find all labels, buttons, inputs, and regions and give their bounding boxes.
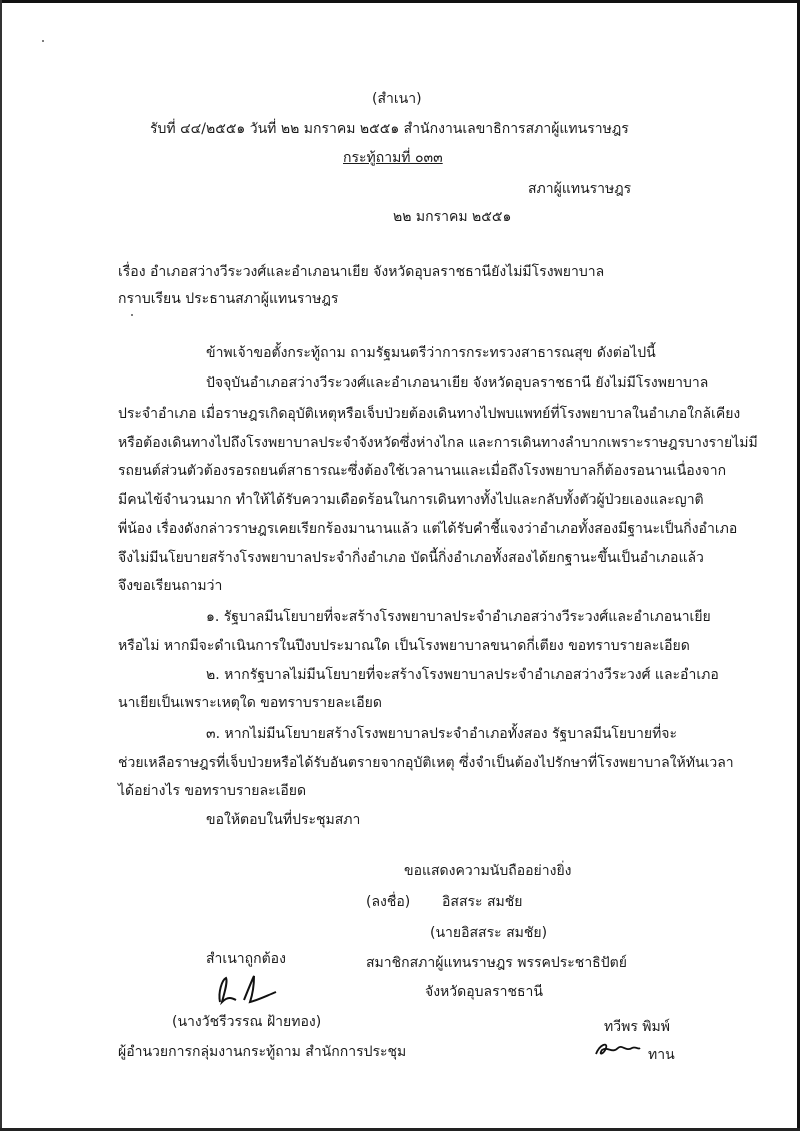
paragraph-line: มีคนไข้จำนวนมาก ทำให้ได้รับความเดือดร้อนในการเดินทางทั้งไปและกลับทั้งตัวผู้ป่วยเองและญาติ [118,492,704,508]
page-border-top [0,0,800,3]
paragraph-line: พี่น้อง เรื่องดังกล่าวราษฎรเคยเรียกร้องมานานแล้ว แต่ได้รับคำชี้แจงว่าอำเภอทั้งสองมีฐานะเป็นกิ่งอำเภอ [118,521,738,537]
question-2-line: ๒. หากรัฐบาลไม่มีนโยบายที่จะสร้างโรงพยาบาลประจำอำเภอสว่างวีระวงศ์ และอำเภอ [206,667,719,683]
document-date: ๒๒ มกราคม ๒๕๕๑ [393,209,512,225]
typed-by: ทวีพร พิมพ์ [604,1019,670,1035]
question-2-line: นาเยียเป็นเพราะเหตุใด ขอทราบรายละเอียด [118,695,382,711]
question-1-line: ๑. รัฐบาลมีนโยบายที่จะสร้างโรงพยาบาลประจำอำเภอสว่างวีระวงศ์และอำเภอนาเยีย [206,609,711,625]
signed-name: อิสสระ สมชัย [442,894,523,910]
signed-label: (ลงชื่อ) [366,894,411,910]
question-3-line: ได้อย่างไร ขอทราบรายละเอียด [118,783,307,799]
regards-line: ขอแสดงความนับถืออย่างยิ่ง [404,863,572,879]
closing-request: ขอให้ตอบในที่ประชุมสภา [206,812,361,828]
question-number: กระทู้ถามที่ ๐๓๓ [343,150,443,166]
scan-speck [131,314,133,316]
question-1-line: หรือไม่ หากมีจะดำเนินการในปีงบประมาณใด เป็นโรงพยาบาลขนาดกี่เตียง ขอทราบรายละเอียด [118,638,690,654]
certified-copy-label: สำเนาถูกต้อง [206,951,286,967]
intro-sentence: ข้าพเจ้าขอตั้งกระทู้ถาม ถามรัฐมนตรีว่าการกระทรวงสาธารณสุข ดังต่อไปนี้ [206,345,656,361]
province: จังหวัดอุบลราชธานี [425,984,543,1000]
certifier-name: (นางวัชรีวรรณ ฝ้ายทอง) [172,1014,322,1030]
salutation: กราบเรียน ประธานสภาผู้แทนราษฎร [118,291,339,307]
full-name: (นายอิสสระ สมชัย) [430,925,548,941]
paragraph-line: จึงไม่มีนโยบายสร้างโรงพยาบาลประจำกิ่งอำเภอ บัดนี้กิ่งอำเภอทั้งสองได้ยกฐานะขึ้นเป็นอำเภอแล้ว [118,550,704,566]
paragraph-line: ปัจจุบันอำเภอสว่างวีระวงศ์และอำเภอนาเยีย จังหวัดอุบลราชธานี ยังไม่มีโรงพยาบาล [206,375,709,391]
institution-name: สภาผู้แทนราษฎร [528,181,632,197]
subject-line: เรื่อง อำเภอสว่างวีระวงศ์และอำเภอนาเยีย จังหวัดอุบลราชธานียังไม่มีโรงพยาบาล [118,264,605,280]
copy-label: (สำเนา) [372,91,422,107]
member-position: สมาชิกสภาผู้แทนราษฎร พรรคประชาธิปัตย์ [366,955,627,971]
certifier-title: ผู้อำนวยการกลุ่มงานกระทู้ถาม สำนักการประชุม [118,1044,407,1060]
handwritten-signature-certifier [210,972,280,1008]
page-border-left [0,0,2,1131]
paragraph-line: ประจำอำเภอ เมื่อราษฎรเกิดอุบัติเหตุหรือเจ็บป่วยต้องเดินทางไปพบแพทย์ที่โรงพยาบาลในอำเภอใกล้เคียง [118,406,741,422]
question-3-line: ๓. หากไม่มีนโยบายสร้างโรงพยาบาลประจำอำเภอทั้งสอง รัฐบาลมีนโยบายที่จะ [206,726,678,742]
handwritten-initials [592,1038,642,1060]
paragraph-line: หรือต้องเดินทางไปถึงโรงพยาบาลประจำจังหวัดซึ่งห่างไกล และการเดินทางลำบากเพราะราษฎรบางรายไม่มี [118,435,758,451]
receipt-line: รับที่ ๔๔/๒๕๕๑ วันที่ ๒๒ มกราคม ๒๕๕๑ สำนักงานเลขาธิการสภาผู้แทนราษฎร [150,121,629,137]
scan-speck [42,40,44,42]
question-3-line: ช่วยเหลือราษฎรที่เจ็บป่วยหรือได้รับอันตรายจากอุบัติเหตุ ซึ่งจำเป็นต้องไปรักษาที่โรงพยาบาลให้ทันเวลา [118,755,734,771]
checked-by: ทาน [648,1047,675,1063]
paragraph-line: รถยนต์ส่วนตัวต้องรอรถยนต์สาธารณะซึ่งต้องใช้เวลานานและเมื่อถึงโรงพยาบาลก็ต้องรอนานเนื่องจาก [118,463,727,479]
paragraph-line: จึงขอเรียนถามว่า [118,578,223,594]
